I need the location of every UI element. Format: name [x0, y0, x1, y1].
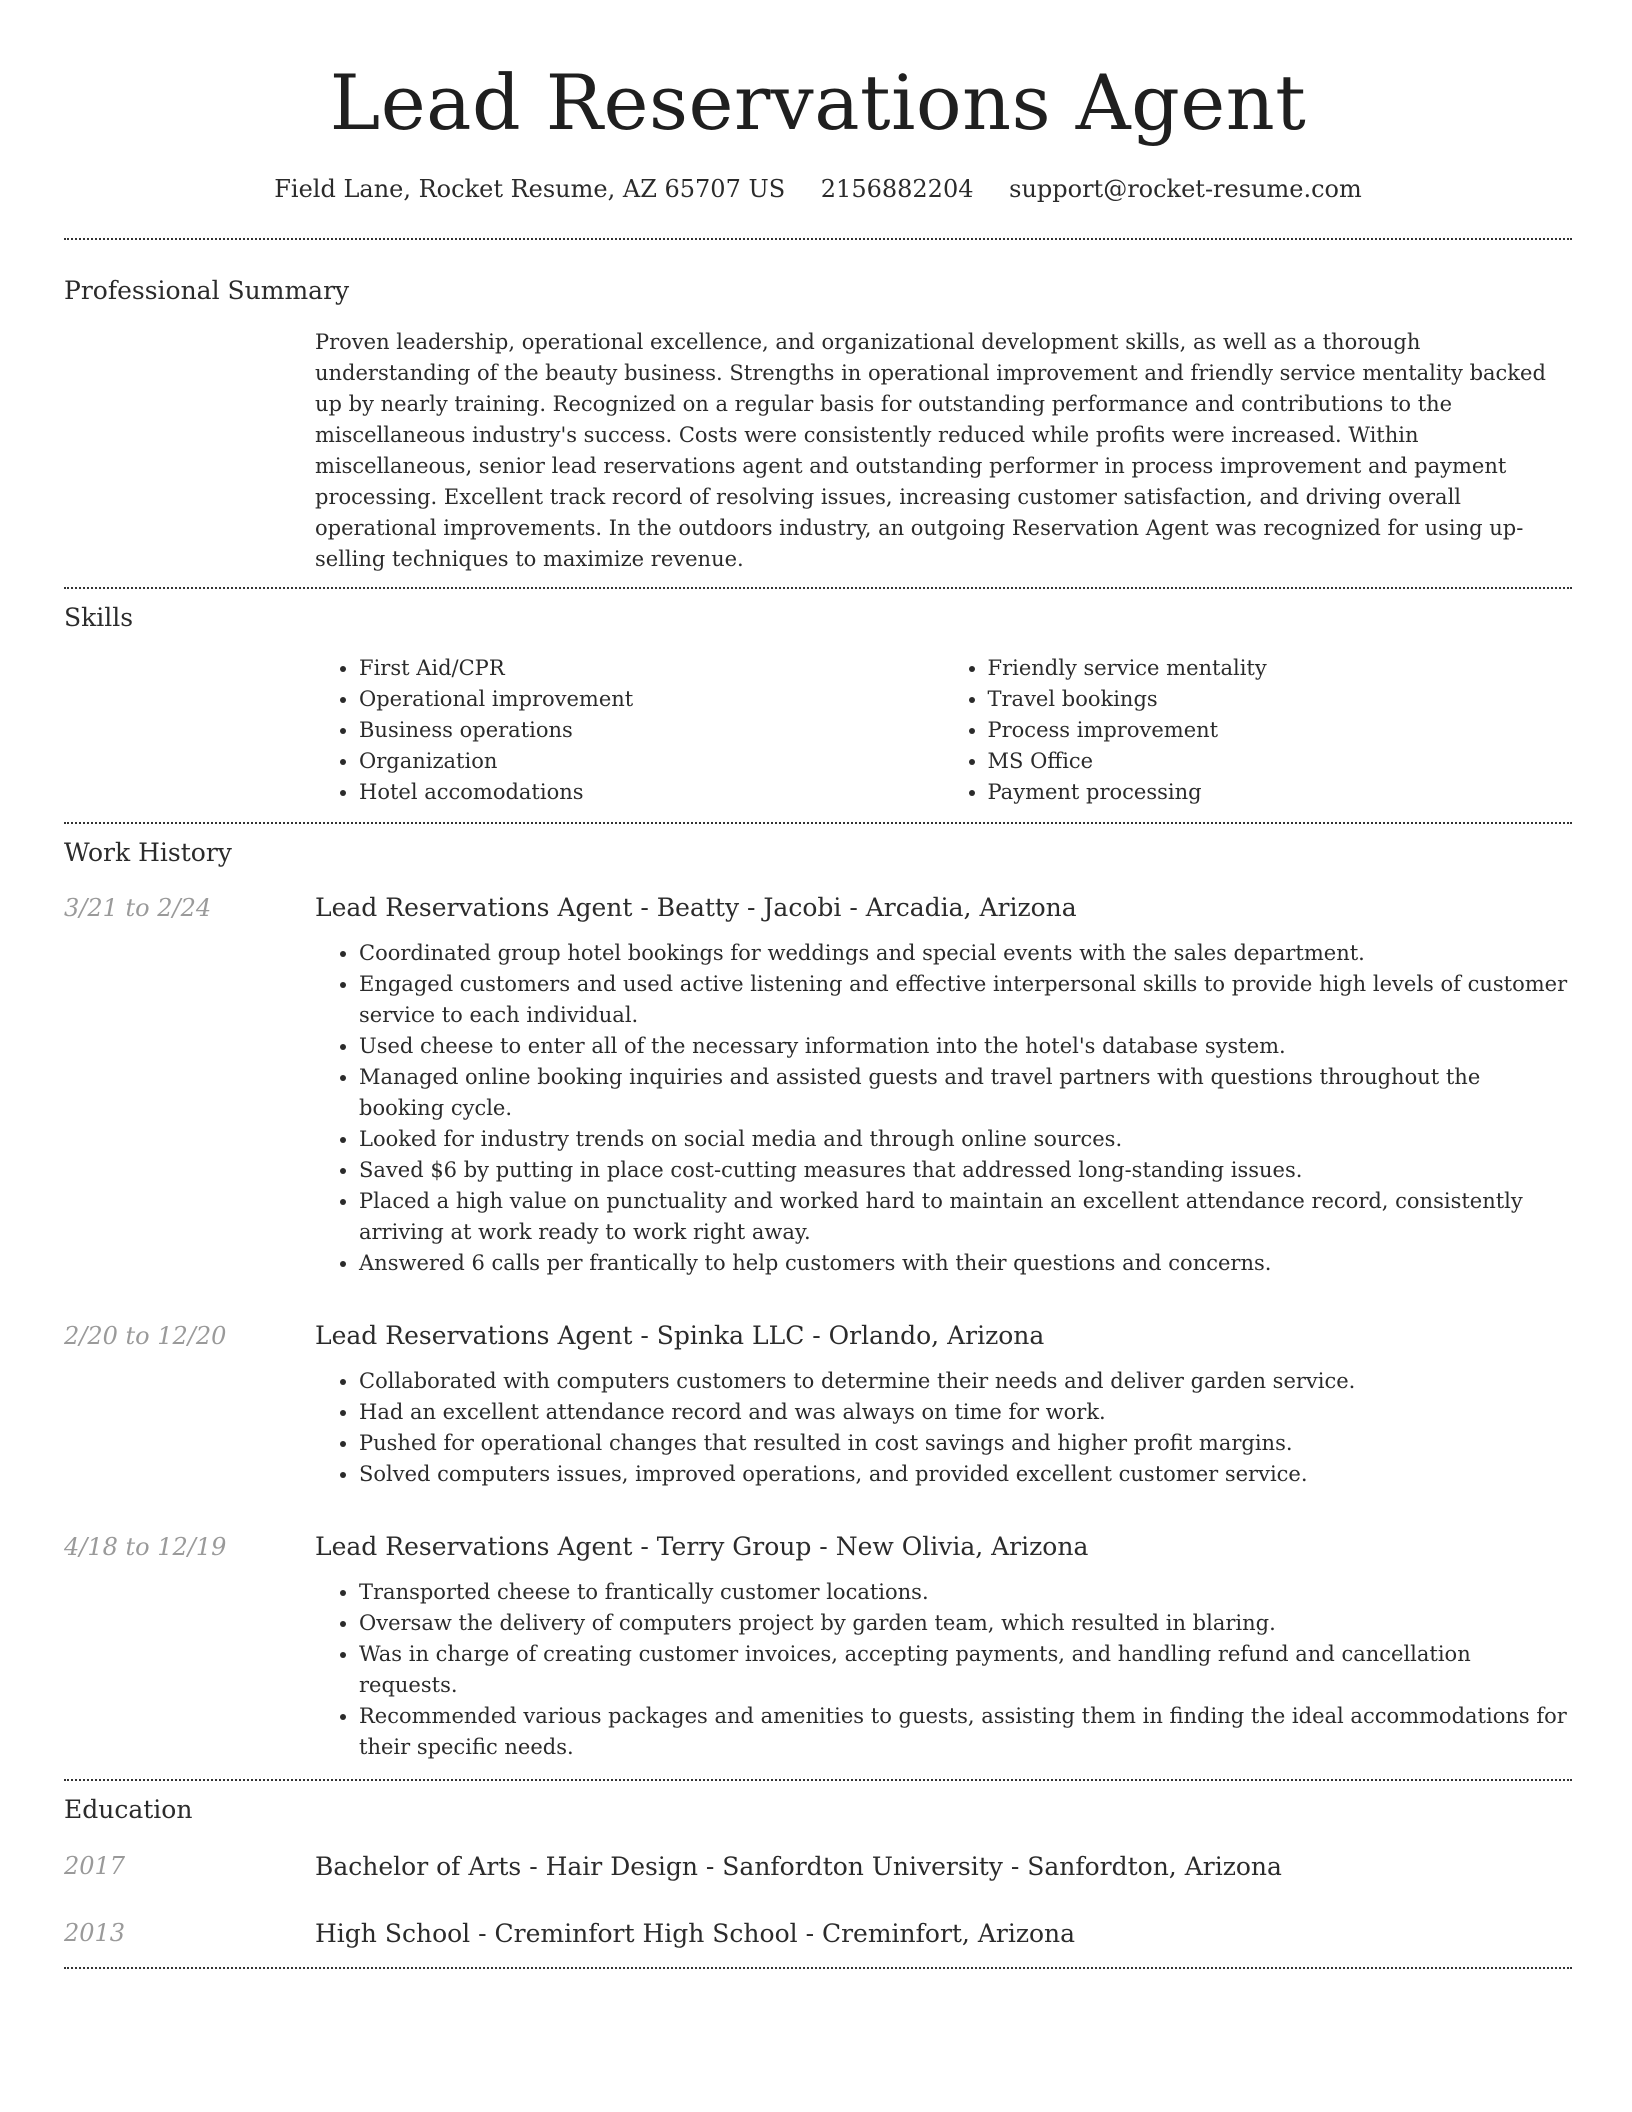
skill-item: • Payment processing	[988, 777, 1573, 808]
work-history-section	[64, 824, 1572, 1779]
job-bullet: • Transported cheese to frantically customer locations.	[359, 1577, 1572, 1608]
job-heading: Lead Reservations Agent - Beatty - Jacobi - Arcadia, Arizona	[315, 893, 1077, 922]
job-bullet: • Was in charge of creating customer invoices, accepting payments, and handling refund and cancellation requests.	[359, 1639, 1572, 1701]
job-bullet: • Answered 6 calls per frantically to help customers with their questions and concerns.	[359, 1248, 1572, 1279]
skills-grid	[315, 653, 1572, 822]
education-year: 2017	[64, 1852, 126, 1880]
job-bullets	[315, 1366, 1572, 1490]
job-bullet: • Recommended various packages and amenities to guests, assisting them in finding the ideal accommodations for their specific needs.	[359, 1701, 1572, 1763]
job-bullets	[315, 1577, 1572, 1763]
job-bullet: • Collaborated with computers customers to determine their needs and deliver garden service.	[359, 1366, 1572, 1397]
job-bullet: • Placed a high value on punctuality and worked hard to maintain an excellent attendance record, consistently arriving at work ready to work right away.	[359, 1186, 1572, 1248]
job-bullet: • Used cheese to enter all of the necessary information into the hotel's database system.	[359, 1031, 1572, 1062]
job-bullet: • Had an excellent attendance record and was always on time for work.	[359, 1397, 1572, 1428]
education-year: 2013	[64, 1919, 126, 1947]
job-heading: Lead Reservations Agent - Terry Group - New Olivia, Arizona	[315, 1532, 1089, 1561]
section-title-summary: Professional Summary	[64, 276, 350, 305]
skills-section	[64, 589, 1572, 822]
job-dates: 2/20 to 12/20	[64, 1322, 227, 1350]
resume-name-title: Lead Reservations Agent	[329, 58, 1307, 147]
contact-address: Field Lane, Rocket Resume, AZ 65707 US	[274, 175, 786, 203]
skill-item: • First Aid/CPR	[359, 653, 944, 684]
job-entry	[64, 1319, 1572, 1490]
professional-summary-section	[64, 240, 1572, 587]
job-dates: 4/18 to 12/19	[64, 1533, 227, 1561]
job-bullet: • Pushed for operational changes that resulted in cost savings and higher profit margins.	[359, 1428, 1572, 1459]
job-dates: 3/21 to 2/24	[64, 894, 212, 922]
job-bullet: • Managed online booking inquiries and assisted guests and travel partners with questions throughout the booking cycle.	[359, 1062, 1572, 1124]
skill-item: • Operational improvement	[359, 684, 944, 715]
education-entry	[64, 1849, 1572, 1884]
job-bullet: • Solved computers issues, improved operations, and provided excellent customer service.	[359, 1459, 1572, 1490]
divider	[64, 1967, 1572, 1969]
section-title-education: Education	[64, 1795, 193, 1824]
job-heading: Lead Reservations Agent - Spinka LLC - Orlando, Arizona	[315, 1321, 1045, 1350]
job-bullet: • Coordinated group hotel bookings for weddings and special events with the sales department.	[359, 938, 1572, 969]
skill-item: • Business operations	[359, 715, 944, 746]
skill-item: • Organization	[359, 746, 944, 777]
section-title-skills: Skills	[64, 603, 134, 632]
education-heading: High School - Creminfort High School - Creminfort, Arizona	[315, 1919, 1076, 1948]
section-title-work: Work History	[64, 838, 232, 867]
contact-info	[64, 172, 1572, 206]
skill-item: • MS Office	[988, 746, 1573, 777]
skill-item: • Hotel accomodations	[359, 777, 944, 808]
summary-text: Proven leadership, operational excellence, and organizational development skills, as well as a thorough understanding of the beauty business. Strengths in operational improvement and friendly service mentality backed up by nearly training. Recognized on a regular basis for outstanding performance and contributions to the miscellaneous industry's success. Costs were consistently reduced while profits were increased. Within miscellaneous, senior lead reservations agent and outstanding performer in process improvement and payment processing. Excellent track record of resolving issues, increasing customer satisfaction, and driving overall operational improvements. In the outdoors industry, an outgoing Reservation Agent was recognized for using up-selling techniques to maximize revenue.	[315, 330, 1546, 571]
education-entry	[64, 1916, 1572, 1967]
education-heading: Bachelor of Arts - Hair Design - Sanfordton University - Sanfordton, Arizona	[315, 1852, 1282, 1881]
skills-list-left	[315, 653, 944, 808]
education-section	[64, 1781, 1572, 1967]
skills-list-right	[944, 653, 1573, 808]
job-bullet: • Engaged customers and used active listening and effective interpersonal skills to provide high levels of customer service to each individual.	[359, 969, 1572, 1031]
job-bullet: • Oversaw the delivery of computers project by garden team, which resulted in blaring.	[359, 1608, 1572, 1639]
contact-email: support@rocket-resume.com	[1009, 175, 1362, 203]
job-bullet: • Saved $6 by putting in place cost-cutting measures that addressed long-standing issues.	[359, 1155, 1572, 1186]
job-entry	[64, 1530, 1572, 1779]
job-bullets	[315, 938, 1572, 1279]
skill-item: • Travel bookings	[988, 684, 1573, 715]
job-entry	[64, 891, 1572, 1279]
resume-page	[64, 0, 1572, 1969]
skill-item: • Process improvement	[988, 715, 1573, 746]
job-bullet: • Looked for industry trends on social media and through online sources.	[359, 1124, 1572, 1155]
skill-item: • Friendly service mentality	[988, 653, 1573, 684]
contact-phone: 2156882204	[820, 175, 974, 203]
